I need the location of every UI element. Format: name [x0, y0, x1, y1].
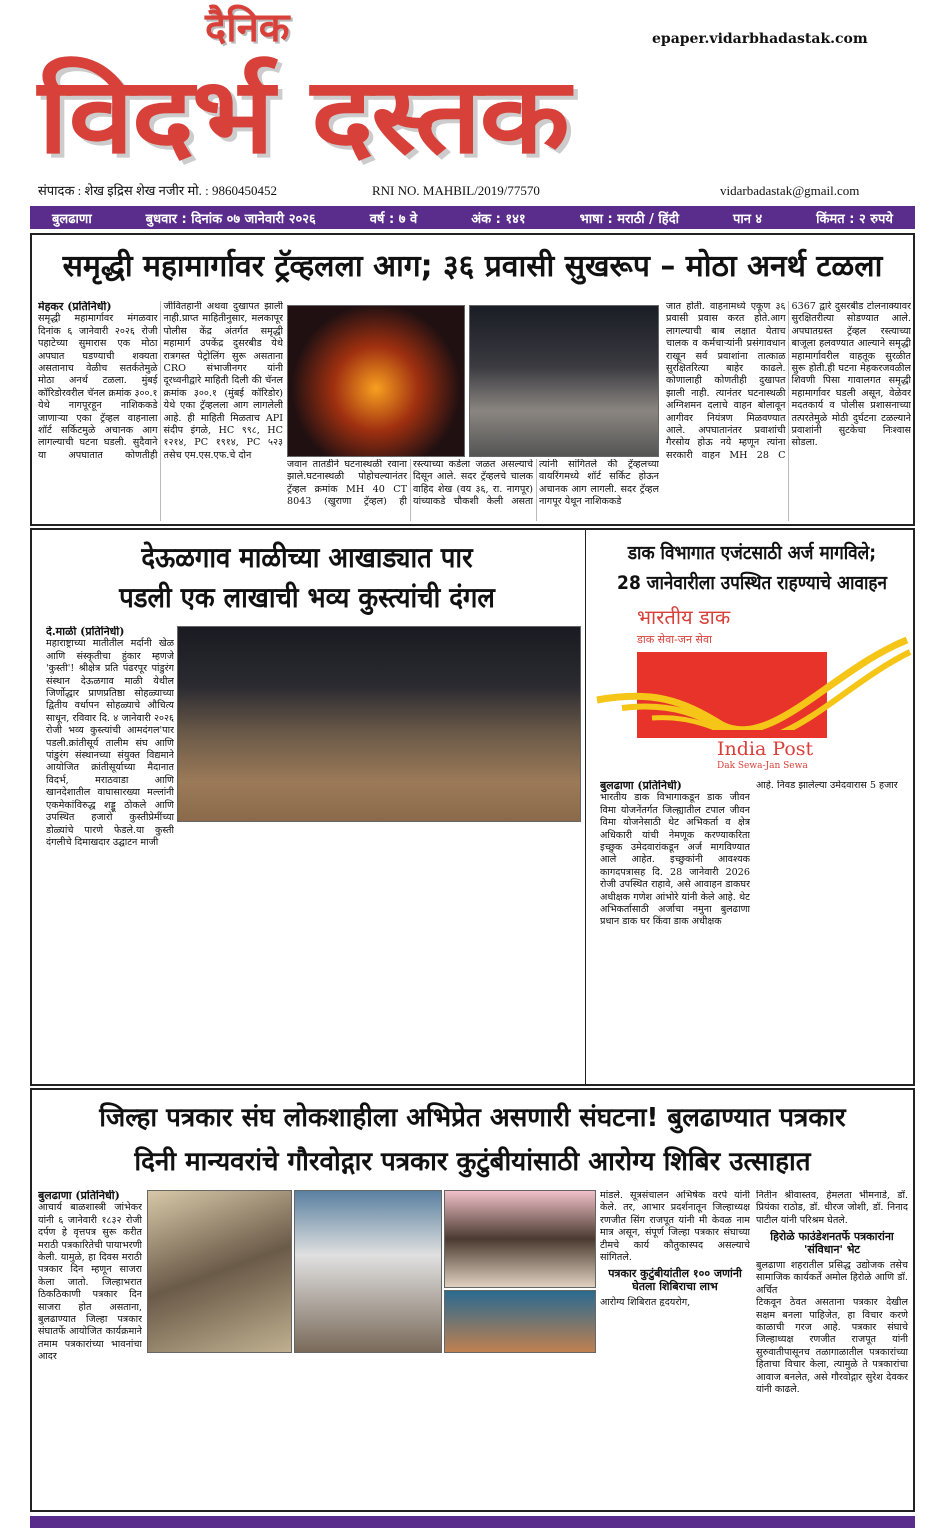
edition-bar	[30, 206, 915, 229]
email[interactable]: vidarbadastak@gmail.com	[720, 183, 860, 198]
story-journalist-day	[30, 1088, 915, 1512]
article-text: टिकवून ठेवत असताना पत्रकार देखील सक्षम बनला पाहिजेत, हा विचार करणे काळाची गरज आहे. पत्रकार संघाचे जिल्हाध्यक्ष रणजीत राजपूत यांनी सुरुवातीपासूनच तळागाळातील पत्रकारांच्या हिताचा विचार केला, त्यामुळे ते पत्रकारांचा आवाज बनलेत, असे गौरवोद्गार सुरेश देवकर यांनी काढले.	[756, 1297, 908, 1396]
article-text: भारतीय डाक विभागाकडून डाक जीवन विमा योजनेंतर्गत जिल्ह्यातील टपाल जीवन विमा योजनेसाठी थेट अभिकर्ता व क्षेत्र अधिकारी यांची नेमणूक करण्याकरिता इच्छुक उमेदवारांकडून अर्ज मागविण्यात आले आहेत. इच्छुकांनी आवश्यक कागदपत्रासह दि. 28 जानेवारी 2026 रोजी उपस्थित राहावे, असे आवाहन डाकघर अधीक्षक गणेश आंभोरे यांनी केले आहे. थेट अभिकर्तासाठी अर्जाचा नमुना बुलढाणा प्रधान डाक घर किंवा डाक अधीक्षक	[600, 792, 750, 928]
issue: अंक : १४१	[471, 211, 526, 227]
subheading: पत्रकार कुटुंबीयांतील १०० जणांनी घेतला शिबिराचा लाभ	[608, 1267, 742, 1293]
date: बुधवार : दिनांक ०७ जानेवारी २०२६	[145, 211, 316, 227]
article-body	[38, 301, 283, 521]
headline-india-post	[590, 538, 914, 598]
headline-line: जिल्हा पत्रकार संघ लोकशाहीला अभिप्रेत असणारी संघटना! बुलढाण्यात पत्रकार	[99, 1103, 846, 1133]
article-text: समृद्धी महामार्गावर मंगळवार दिनांक ६ जानेवारी २०२६ रोजी पहाटेच्या सुमारास एक मोठा अपघात घडण्याची शक्यता असतानाच वेळीच सतर्कतेमुळे मोठा अनर्थ टळला. मुंबई कॉरिडोरवरील चॅनल क्रमांक ३००.१ येथे नागपूरहून नाशिककडे जाणाऱ्या एका ट्रॅव्हल वाहनाला शॉर्ट सर्किटमुळे अचानक आग लागल्याची घटना घडली. सुदैवाने या अपघातात कोणतीही जीवितहानी अथवा दुखापत झाली नाही.प्राप्त माहितीनुसार, मलकापूर पोलीस केंद्र अंतर्गत समृद्धी महामार्ग उपकेंद्र दुसरबीड येथे रात्रगस्त पेट्रोलिंग सुरू असताना CRO संभाजीनगर यांनी दूरध्वनीद्वारे माहिती दिली की चॅनल क्रमांक ३००.१ (मुंबई कॉरिडोर) येथे एका ट्रॅव्हलला आग लागलेली आहे. ही माहिती मिळताच API संदीप इंगळे, HC ९९८, HC १२१४, PC १९१४, PC ५२३ तसेच एम.एस.एफ.चे दोन	[38, 301, 283, 461]
headline: समृद्धी महामार्गावर ट्रॅव्हलला आग; ३६ प्रवासी सुखरूप – मोठा अनर्थ टळला	[62, 249, 883, 284]
logo-tagline: डाक सेवा-जन सेवा	[637, 633, 712, 646]
section-middle	[30, 528, 915, 1086]
city: बुलढाणा	[52, 211, 92, 227]
masthead-logo: विदर्भ दस्तक	[38, 55, 568, 177]
article-body-continued	[177, 825, 581, 1078]
article-body: जात होती. वाहनामध्ये एकूण ३६ प्रवासी प्रवास करत होते.आग लागल्याची बाब लक्षात येताच चालक व कर्मचाऱ्यांनी प्रसंगावधान राखून सर्व प्रवाशांना तात्काळ सुरक्षितरित्या बाहेर काढले. कोणालाही कोणतीही दुखापत झाली नाही. त्यानंतर घटनास्थळी अग्निशमन दलाचे वाहन बोलावून आगीवर नियंत्रण मिळवण्यात आले. अपघातानंतर प्रवाशांची गैरसोय होऊ नये म्हणून त्यांना सरकारी वाहन MH 28 C 6367 द्वारे दुसरबीड टोलनाक्यावर सुरक्षितरीत्या सोडण्यात आले. अपघातग्रस्त ट्रॅव्हल रस्त्याच्या बाजूला हलवण्यात आल्याने समृद्धी महामार्गावरील वाहतूक सुरळीत सुरू होती.ही घटना मेहकरजवळील शिवणी पिसा गावालगत समृद्धी महामार्गावर घडली असून, वेळेवर मदतकार्य व पोलीस प्रशासनाच्या तत्परतेमुळे मोठी दुर्घटना टळल्याने प्रवाशांनी सुटकेचा निःश्वास सोडला.	[666, 301, 911, 461]
article-text: महाराष्ट्राच्या मातीतील मर्दानी खेळ आणि संस्कृतीचा हुंकार म्हणजे 'कुस्ती'! श्रीक्षेत्र प्रति पंढरपूर पांडुरंग संस्थान देऊळगाव माळी येथील जिर्णोद्धार प्राणप्रतिष्ठा सोहळ्याच्या द्वितीय वर्धापन सोहळ्याचे औचित्य साधून, रविवार दि. ४ जानेवारी २०२६ रोजी भव्य कुस्त्यांची आमदंगल'पार पडली.क्रांतीसूर्य तालीम संघ आणि पांडुरंग संस्थानच्या संयुक्त विद्यमाने आयोजित क्रांतीसूर्याच्या मैदानात विदर्भ, मराठवाडा आणि खानदेशातील वाघासारख्या मल्लांनी एकमेकांविरुद्ध शड्डू ठोकले आणि उपस्थित हजारो कुस्तीप्रेमींच्या डोळ्यांचे पारणे फेडले.या कुस्ती दंगलीचे दिमाखदार उद्घाटन माजी	[46, 638, 174, 848]
subheading: हिरोळे फाउंडेशनतर्फे पत्रकारांना 'संविधान' भेट	[770, 1230, 894, 1256]
photo-certificate	[444, 1190, 596, 1288]
headline-line: पडली एक लाखाची भव्य कुस्त्यांची दंगल	[119, 581, 495, 614]
article-body	[46, 626, 174, 1078]
india-post-logo	[592, 602, 912, 774]
article-body	[600, 780, 750, 1080]
byline: बुलढाणा (प्रतिनिधी)	[38, 1190, 120, 1202]
byline: दे.माळी (प्रतिनिधी)	[46, 626, 125, 638]
logo-tagline-english: Dak Sewa-Jan Sewa	[717, 761, 808, 771]
year: वर्ष : ७ वे	[369, 211, 418, 227]
article-body-continued	[147, 1358, 596, 1508]
editor-info: संपादक : शेख इद्रिस शेख नजीर मो. : 9860450452	[38, 183, 277, 198]
article-body: आहे. निवड झालेल्या उमेदवारास 5 हजार	[756, 780, 898, 791]
price: किंमत : २ रुपये	[816, 211, 893, 227]
page-number: पान ४	[732, 211, 763, 227]
photo-bus-fire	[287, 305, 465, 457]
post-horn-stripes-icon	[592, 630, 912, 730]
rni-number: RNI NO. MAHBIL/2019/77570	[372, 183, 540, 198]
byline: मेहकर (प्रतिनिधी)	[38, 301, 112, 313]
epaper-link[interactable]: epaper.vidarbhadastak.com	[652, 31, 868, 47]
headline	[32, 1096, 913, 1184]
headline-wrestling	[54, 538, 560, 618]
masthead-subtitle: दैनिक	[205, 5, 290, 51]
language: भाषा : मराठी / हिंदी	[579, 211, 679, 227]
byline: बुलढाणा (प्रतिनिधी)	[600, 780, 682, 792]
article-body	[38, 1190, 142, 1508]
headline-line: डाक विभागात एजंटसाठी अर्ज मागविले;	[627, 542, 877, 564]
story-highway-fire	[30, 233, 915, 526]
article-text: नितीन श्रीवास्तव, हेमलता भीमनाडे, डॉ. प्रियंका राठोड, डॉ. धीरज जोशी, डॉ. निनाद पाटील यांनी परिश्रम घेतले.	[756, 1190, 908, 1226]
photo-felicitation	[294, 1190, 442, 1353]
photo-burnt-bus	[469, 305, 659, 457]
article-body: जवान तातडीने घटनास्थळी रवाना झाले.घटनास्थळी पोहोचल्यानंतर ट्रॅव्हल क्रमांक MH 40 CT 8043 (खुराणा ट्रॅव्हल) ही रस्त्याच्या कडेला जळत असल्याचे दिसून आले. सदर ट्रॅव्हलचे चालक वाहिद शेख (वय ३६, रा. नागपूर) यांच्याकडे चौकशी केली असता त्यांनी सांगितले की ट्रॅव्हलच्या वायरिंगमध्ये शॉर्ट सर्किट होऊन अचानक आग लागली. सदर ट्रॅव्हल नागपूर येथून नाशिककडे	[287, 459, 659, 508]
article-text: बुलढाणा शहरातील प्रसिद्ध उद्योजक तसेच सामाजिक कार्यकर्ते अमोल हिरोळे आणि डॉ. अर्चित	[756, 1260, 908, 1296]
photo-health-camp	[444, 1290, 596, 1353]
logo-text: भारतीय डाक	[637, 605, 731, 629]
logo-text-english: India Post	[717, 738, 814, 760]
article-body	[600, 1190, 750, 1508]
article-body	[756, 1190, 908, 1508]
photo-wrestling	[177, 626, 581, 822]
photo-ribbon-cutting	[147, 1190, 292, 1353]
article-text: आचार्य बाळशास्त्री जांभेकर यांनी ६ जानेवारी १८३२ रोजी दर्पण हे वृत्तपत्र सुरू करीत मराठी पत्रकारितेची पायाभरणी केली. यामुळे, हा दिवस मराठी पत्रकार दिन म्हणून साजरा केला जातो. जिल्हाभरात ठिकठिकाणी पत्रकार दिन साजरा होत असताना, बुलढाण्यात जिल्हा पत्रकार संघातर्फे आयोजित कार्यक्रमाने तमाम पत्रकारांच्या भावनांचा आदर	[38, 1202, 142, 1363]
footer-bar	[30, 1516, 915, 1528]
headline-line: 28 जानेवारीला उपस्थित राहण्याचे आवाहन	[617, 572, 887, 594]
headline-line: देऊळगाव माळीच्या आखाड्यात पार	[141, 541, 473, 574]
article-text: मांडले. सूत्रसंचालन अभिषेक वरपे यांनी केले. तर, आभार प्रदर्शनातून जिल्हाध्यक्ष रणजीत सिंग राजपूत यांनी मी केवळ नाम मात्र असून, संपूर्ण जिल्हा पत्रकार संघाच्या टीमचे कार्य कौतुकास्पद असल्याचे सांगितले.	[600, 1190, 750, 1264]
headline-line: दिनी मान्यवरांचे गौरवोद्गार पत्रकार कुटुंबीयांसाठी आरोग्य शिबिर उत्साहात	[134, 1147, 811, 1177]
article-text: आरोग्य शिबिरात हृदयरोग,	[600, 1297, 691, 1309]
